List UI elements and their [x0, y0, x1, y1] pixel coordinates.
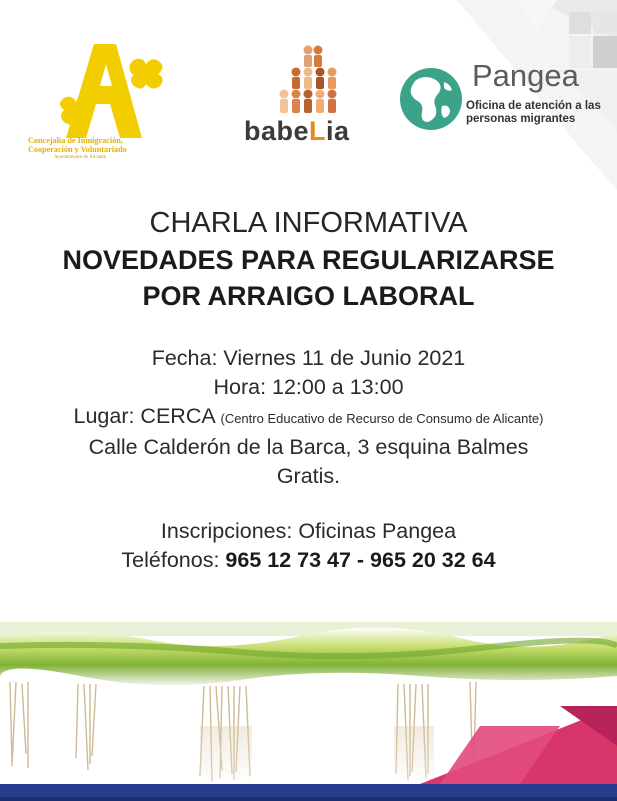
event-date: Fecha: Viernes 11 de Junio 2021 [151, 346, 466, 370]
event-place-note: (Centro Educativo de Recurso de Consumo de Alicante) [220, 411, 544, 426]
event-place [0, 402, 617, 433]
event-time: Hora: 12:00 a 13:00 [213, 375, 404, 399]
event-price: Gratis. [276, 464, 341, 488]
headline-line2: POR ARRAIGO LABORAL [142, 281, 475, 311]
pangea-title: Pangea [472, 58, 579, 93]
pangea-logo [398, 58, 601, 142]
babelia-logo [244, 44, 374, 154]
people-pyramid-logo-icon [244, 44, 374, 122]
concejalia-name-line1: Concejalía de Inmigración, [28, 136, 123, 145]
headline-kicker: CHARLA INFORMATIVA [149, 207, 468, 239]
concejalia-logo [24, 40, 174, 172]
concejalia-name-line2: Cooperación y Voluntariado [28, 145, 127, 154]
phones-label: Teléfonos: [121, 548, 220, 572]
pangea-subtitle: Oficina de atención a las personas migrantes [466, 100, 601, 125]
event-details [0, 344, 617, 575]
hydroponic-roots-image [0, 606, 617, 801]
event-signup: Inscripciones: Oficinas Pangea [160, 519, 457, 543]
puzzle-letter-a-logo-icon [24, 40, 174, 140]
event-place-label: Lugar: CERCA [73, 404, 215, 428]
concejalia-city: Ayuntamiento de Alicante [54, 155, 107, 160]
globe-logo-icon [398, 66, 464, 132]
event-address: Calle Calderón de la Barca, 3 esquina Balmes [88, 435, 529, 459]
headline [0, 204, 617, 314]
phones-numbers: 965 12 73 47 - 965 20 32 64 [225, 548, 496, 572]
babelia-wordmark: babeLia [244, 116, 350, 146]
event-phones [0, 546, 617, 575]
headline-line1: NOVEDADES PARA REGULARIZARSE [62, 245, 555, 275]
